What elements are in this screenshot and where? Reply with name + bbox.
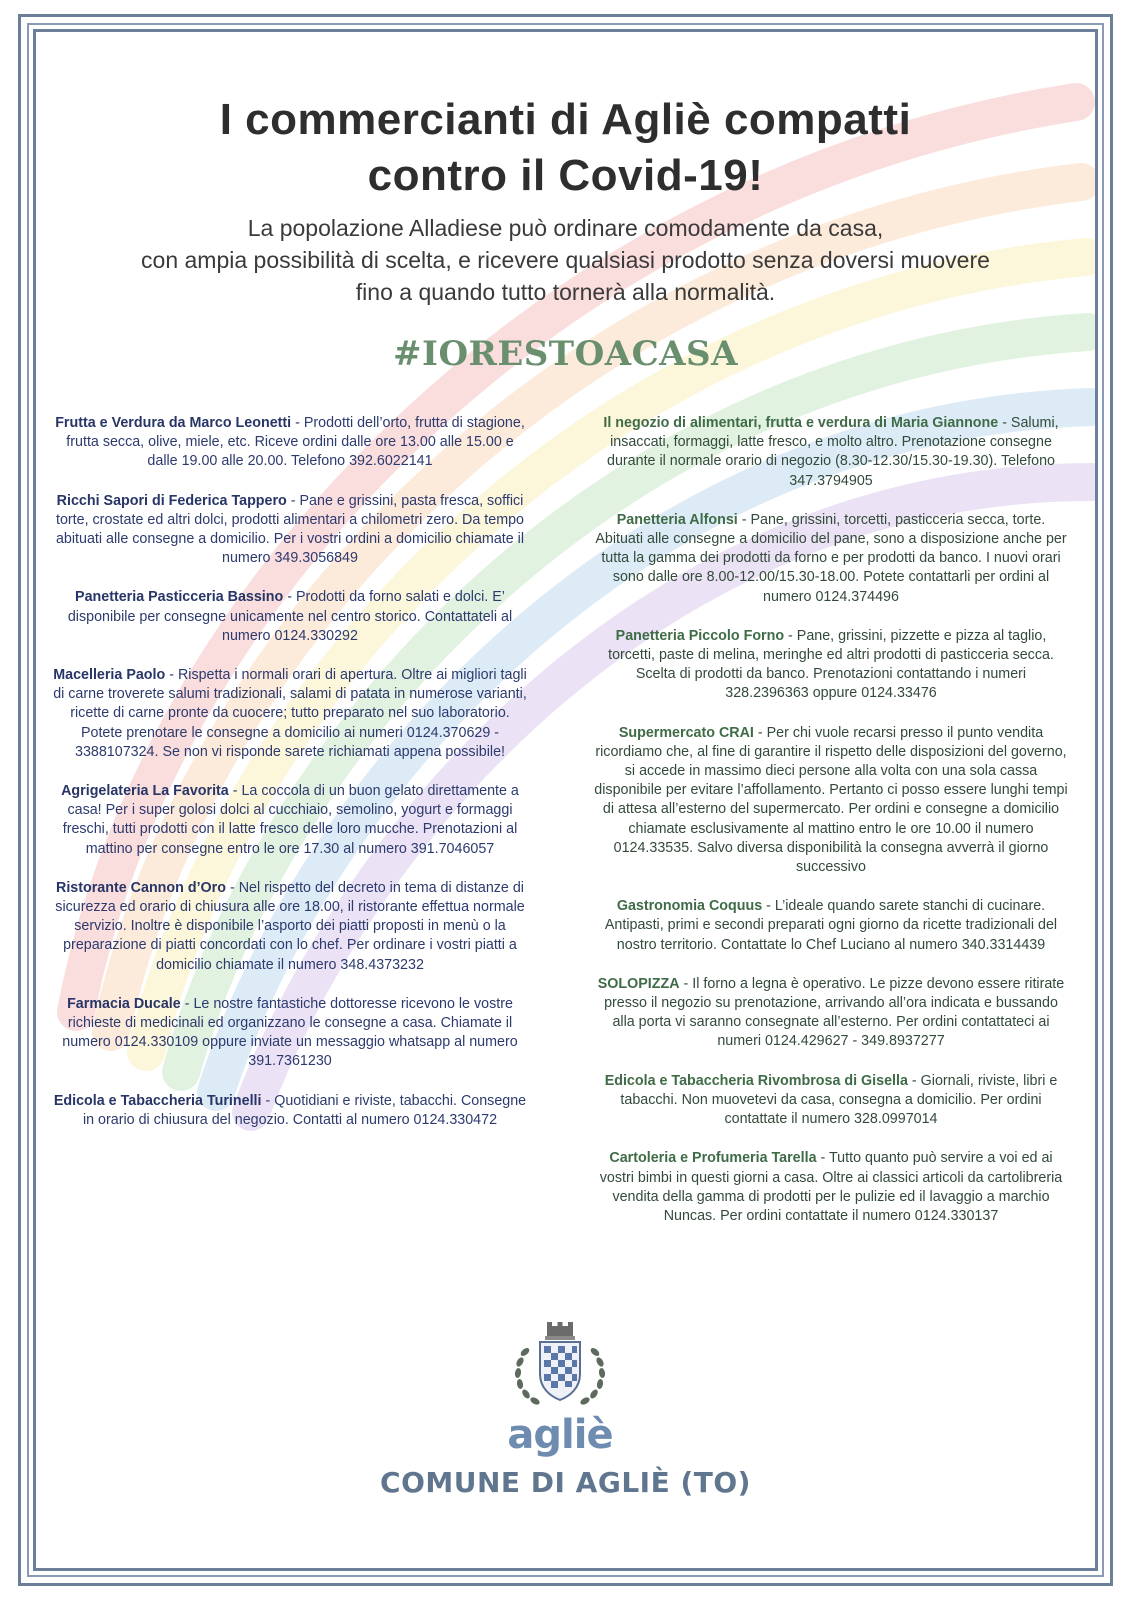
shop-name: Ristorante Cannon d’Oro (56, 879, 226, 896)
shop-name: Agrigelateria La Favorita (61, 783, 229, 800)
shop-name: Macelleria Paolo (53, 667, 166, 684)
shop-name: Ricchi Sapori di Federica Tappero (56, 492, 287, 509)
shop-description: - Nel rispetto del decreto in tema di distanze di sicurezza ed orario di chiusura alle ore 18.00, il ristorante effettua normale servizio. Inoltre è disponibile l’asporto dei piatti proposti in menù o la preparazione di piatti concordati con lo chef. Per ordinare i vostri piatti a domicilio chiamate il numero 348.4373232 (55, 879, 525, 973)
shop-description: - Per chi vuole recarsi presso il punto vendita ricordiamo che, al fine di garantire il rispetto delle disposizioni del governo, si accede in massimo dieci persone alla volta con una sola cassa disponibile per evitare l’affollamento. Pertanto ci posso essere lunghi tempi di attesa all’esterno del supermercato. Per ordini e consegne a domicilio chiamate esclusivamente al mattino entro le ore 10.00 il numero 0124.33535. Salvo diversa disponibilità la consegna avverrà il giorno successivo (594, 724, 1068, 876)
left-shop-column (52, 414, 528, 1150)
shop-entry (593, 627, 1069, 704)
logo-wordmark: agliè (507, 1412, 613, 1458)
shop-name: Panetteria Pasticceria Bassino (75, 589, 284, 606)
shop-description: - Salumi, insaccati, formaggi, latte fresco, e molto altro. Prenotazione consegne durante il normale orario di negozio (8.30-12.30/15.30-19.30). Telefono 347.3794905 (607, 415, 1059, 489)
shop-description: - Quotidiani e riviste, tabacchi. Consegne in orario di chiusura del negozio. Contatti al numero 0124.330472 (82, 1092, 527, 1128)
shop-entry (52, 666, 528, 762)
shop-entry (593, 1072, 1069, 1130)
shop-name: Farmacia Ducale (67, 995, 181, 1012)
shop-description: - La coccola di un buon gelato direttamente a casa! Per i super golosi dolci al cucchiaio, semolino, yogurt e formaggi freschi, tutti prodotti con il latte fresco delle loro mucche. Prenotazioni al mattino per consegne entro le ore 17.30 al numero 391.7046057 (62, 783, 519, 857)
intro-paragraph (60, 212, 1071, 308)
shop-description: - Prodotti dell’orto, frutta di stagione, frutta secca, olive, miele, etc. Riceve ordini dalle ore 13.00 alle 15.00 e dalle 19.00 alle 20.00. Telefono 392.6022141 (66, 415, 525, 470)
shop-name: Il negozio di alimentari, frutta e verdura di Maria Giannone (603, 415, 999, 431)
shop-description: - Le nostre fantastiche dottoresse ricevono le vostre richieste di medicinali ed organizzano le consegne a casa. Chiamate il numero 0124.330109 oppure inviate un messaggio whatsapp al numero 391.7361230 (62, 995, 518, 1070)
shop-entry (52, 879, 528, 975)
shop-description: - Pane, grissini, pizzette e pizza al taglio, torcetti, paste di melina, meringhe ed altri prodotti di pasticceria secca. Scelta di prodotti da banco. Prenotazioni contattando i numeri 328.2396363 oppure 0124.33476 (608, 627, 1054, 702)
shop-description: - Giornali, riviste, libri e tabacchi. Non muovetevi da casa, consegna a domicilio. Per ordini contattate il numero 328.0997014 (620, 1072, 1058, 1128)
shop-entry (52, 995, 528, 1072)
shop-entry (593, 897, 1069, 955)
headline-line-2: contro il Covid-19! (367, 151, 764, 200)
shop-entry (593, 975, 1069, 1052)
shop-description: - Pane, grissini, torcetti, pasticceria secca, torte. Abituati alle consegne a domicilio del pane, sono a disposizione anche per tutta la gamma dei prodotti da forno e per prodotti da banco. I nuovi orari sono dalle ore 8.00-12.00/15.30-18.00. Potete contattarli per ordini al numero 0124.374496 (595, 511, 1067, 605)
intro-line-1: La popolazione Alladiese può ordinare comodamente da casa, (247, 215, 884, 241)
shop-entry (593, 724, 1069, 878)
shop-name: Frutta e Verdura da Marco Leonetti (55, 415, 292, 431)
headline (60, 92, 1071, 204)
intro-line-3: fino a quando tutto tornerà alla normalità. (355, 279, 776, 305)
shop-name: SOLOPIZZA (597, 975, 680, 992)
shop-entry (52, 1092, 528, 1130)
shop-name: Panetteria Piccolo Forno (615, 627, 785, 644)
shop-name: Supermercato CRAI (618, 724, 754, 741)
headline-line-1: I commercianti di Agliè compatti (219, 95, 912, 144)
shop-entry (593, 414, 1069, 491)
shop-description: - Rispetta i normali orari di apertura. Oltre ai migliori tagli di carne troverete salumi tradizionali, salami di patata in numerose varianti, ricette di carne pronte da cuocere; tutto preparato nel suo laboratorio. Potete prenotare le consegne a domicilio ai numeri 0124.370629 - 3388107324. Se non vi risponde sarete richiamati appena possibile! (53, 667, 527, 760)
shop-entry (52, 414, 528, 472)
shop-description: - Tutto quanto può servire a voi ed ai vostri bimbi in questi giorni a casa. Oltre ai classici articoli da cartolibreria vendita della gamma di prodotti per le pulizie ed il lavaggio a marchio Nuncas. Per ordini contattate il numero 0124.330137 (599, 1150, 1063, 1224)
shop-description: - Il forno a legna è operativo. Le pizze devono essere ritirate presso il negozio su prenotazione, arrivando all’ora indicata e bussando alla porta vi saranno consegnate all’esterno. Per ordini contattateci ai numeri 0124.429627 - 349.8937277 (604, 975, 1065, 1050)
footer-comune: COMUNE DI AGLIÈ (TO) (380, 1466, 751, 1499)
shop-name: Edicola e Tabaccheria Turinelli (53, 1092, 262, 1109)
shop-entry (593, 511, 1069, 607)
hashtag: #IORESTOACASA (393, 334, 738, 374)
intro-line-2: con ampia possibilità di scelta, e ricevere qualsiasi prodotto senza doversi muovere (141, 247, 990, 273)
shop-entry (52, 492, 528, 569)
shop-name: Gastronomia Coquus (616, 898, 763, 915)
right-shop-column (593, 414, 1069, 1246)
shop-name: Cartoleria e Profumeria Tarella (609, 1150, 817, 1167)
shop-name: Panetteria Alfonsi (616, 511, 738, 528)
shop-description: - Prodotti da forno salati e dolci. E’ disponibile per consegne unicamente nel centro storico. Contattateli al numero 0124.330292 (67, 589, 513, 644)
shop-description: - L’ideale quando sarete stanchi di cucinare. Antipasti, primi e secondi preparati ogni giorno da ricette tradizionali del nostro territorio. Contattate lo Chef Luciano al numero 340.3314439 (604, 898, 1058, 953)
shop-entry (52, 782, 528, 859)
shop-entry (593, 1149, 1069, 1226)
shop-name: Edicola e Tabaccheria Rivombrosa di Gisella (604, 1072, 908, 1089)
shop-description: - Pane e grissini, pasta fresca, soffici torte, crostate ed altri dolci, prodotti alimentari a chilometri zero. Da tempo abituati alle consegne a domicilio. Per i vostri ordini a domicilio chiamate il numero 349.3056849 (55, 492, 525, 567)
shop-entry (52, 588, 528, 646)
